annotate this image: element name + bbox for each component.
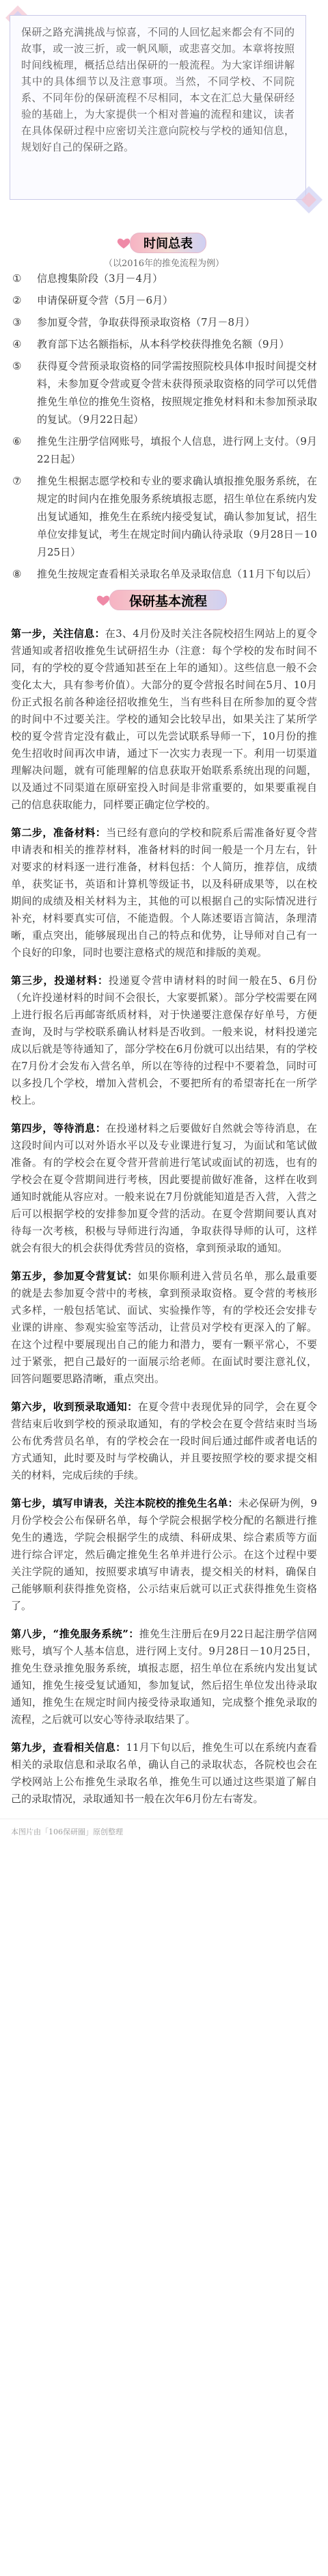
step-body: 未必保研为例，9月份学校会公布保研名单，每个学院会根据学校分配的名额进行推免生的遴选，学院会根据学生的成绩、科研成果、综合素质等方面进行综合评定，然后确定推免生名单并进行公示。在这个过程中要关注学院的通知，按照要求填写申请表，提交相关的材料，确保自己能够顺利获得推免资格，公示结束后就可以正式获得推免生资格了。: [11, 1497, 317, 1612]
step-body: 11月下旬以后，推免生可以在系统内查看相关的录取信息和录取名单，确认自己的录取状态，各院校也会在学校网站上公布推免生录取名单，推免生可以通过这些渠道了解自己的录取情况，录取通知书一般在次年6月份左右寄发。: [11, 1741, 317, 1805]
diamond-decoration-icon: [294, 185, 324, 215]
step-body: 在投递材料之后要做好自然就会等待消息，在这段时间内可以对外语水平以及专业课进行复习，为面试和笔试做准备。有的学校会在夏令营开营前进行笔试或面试的初选，也有的学校会在夏令营期间进行考核，因此要提前做好准备，这样在收到通知时就能从容应对。一般来说在7月份就能知道是否入营，入营之后可以根据学校的安排参加夏令营的活动。在夏令营期间要认真对待每一次考核，积极与导师进行沟通，争取获得导师的认可，这样就会有很大的机会获得优秀营员的资格，拿到预录取的通知。: [11, 1122, 317, 1254]
timeline-item: [12, 432, 317, 468]
step-title: 第三步，投递材料：: [11, 974, 109, 987]
step-title: 第四步，等待消息：: [11, 1122, 107, 1134]
timeline-item-text: 推免生按规定查看相关录取名单及录取信息（11月下旬以后）: [37, 568, 317, 580]
process-step: [11, 1739, 317, 1808]
footer-credit: 本图片由「106保研圈」原创整理: [0, 1819, 328, 1845]
timeline-subtitle: （以2016年的推免流程为例）: [103, 259, 225, 269]
heart-icon: [116, 235, 131, 250]
heart-icon: [96, 593, 111, 608]
step-title: 第九步，查看相关信息：: [11, 1741, 126, 1754]
step-title: 第二步，准备材料：: [11, 827, 107, 839]
intro-section: [0, 0, 328, 226]
timeline-item: [12, 335, 317, 353]
process-header: [0, 590, 328, 614]
timeline-item-text: 教育部下达名额指标，从本科学校获得推免名额（9月）: [37, 338, 290, 350]
timeline-item-text: 推免生注册学信网账号，填报个人信息，进行网上支付。（9月22日起）: [37, 435, 317, 465]
step-title: 第七步，填写申请表，关注本院校的推免生名单：: [11, 1497, 238, 1509]
process-step: [11, 1495, 317, 1615]
timeline-item-text: 推免生根据志愿学校和专业的要求确认填报推免服务系统，在规定的时间内在推免服务系统填报志愿，招生单位在系统内发出复试通知，推免生在系统内接受复试，确认参加复试，招生单位安排复试，考生在规定时间内确认待录取（9月28日－10月25日）: [37, 475, 317, 558]
timeline-item-number: ⑧: [12, 568, 22, 580]
timeline-item: [12, 291, 317, 309]
timeline-item: [12, 472, 317, 561]
timeline-item-number: ⑤: [12, 360, 22, 372]
timeline-item-number: ④: [12, 338, 22, 350]
timeline-list: [0, 270, 328, 583]
timeline-item: [12, 357, 317, 428]
process-step: [11, 1626, 317, 1728]
intro-text: 保研之路充满挑战与惊喜，不同的人回忆起来都会有不同的故事，或一波三折，或一帆风顺，或悲喜交加。本章将按照时间线梳理，概括总结出保研的一般流程。为大家详细讲解其中的具体细节以及注意事项。当然，不同学校、不同院系、不同年份的保研流程不尽相同，本文在汇总大量保研经验的基础上，为大家提供一个相对普遍的流程和建议，读者在具体保研过程中应密切关注意向院校与学校的通知信息，规划好自己的保研之路。: [21, 26, 295, 153]
timeline-item: [12, 565, 317, 583]
timeline-header: [0, 233, 328, 269]
step-title: 第一步，关注信息：: [11, 627, 105, 640]
step-body: 在夏令营中表现优异的同学，会在夏令营结束后收到学校的预录取通知，有的学校会在夏令营结束时当场公布优秀营员名单，有的学校会在一段时间后通过邮件或者电话的方式通知，此时要及时与学校确认，并且要按照学校的要求提交相关的材料，完成后续的手续。: [11, 1401, 317, 1481]
process-step: [11, 625, 317, 814]
timeline-item-text: 信息搜集阶段（3月－4月）: [37, 272, 163, 285]
intro-box: [10, 15, 306, 200]
step-title: 第八步，“推免服务系统”：: [11, 1628, 139, 1640]
process-step: [11, 1398, 317, 1484]
timeline-item-number: ③: [12, 316, 22, 328]
timeline-item-number: ⑦: [12, 475, 22, 487]
timeline-item-text: 申请保研夏令营（5月－6月）: [37, 294, 174, 307]
process-step: [11, 972, 317, 1109]
timeline-item-text: 参加夏令营，争取获得预录取资格（7月－8月）: [37, 316, 256, 328]
step-body: 在3、4月份及时关注各院校招生网站上的夏令营通知或者招收推免生试研招生办（注意：每个学校的发布时间不同，有的学校的夏令营通知甚至在上年的通知）。这些信息一般不会变化太大，具有参考价值）。大部分的夏令营报名时间在5月、10月份正式报名前各种途径招收推免生，当有些科目在所参加的夏令营的时间中不过要关注。学校的通知会比较早出，如果关注了某所学校的夏令营肯定没有截止，可以先尝试联系导师一下，10月份的推免生招收时间再次申请，通过下一次实力表现一下。利用一切渠道理解决问题，就有可能理解的信息获取开始联系系统出现的问题，以及通过不同渠道在原研室投入时间是非常重要的，如果要重视自己的信息获取能力，同样要正确定位学校的。: [11, 627, 317, 811]
process-steps: [0, 625, 328, 1808]
timeline-item-number: ②: [12, 294, 22, 307]
step-body: 当已经有意向的学校和院系后需准备好夏令营申请表和相关的推荐材料，准备材料的时间一般是一个月左右，针对要求的材料逐一进行准备，材料包括：个人简历，推荐信，成绩单，获奖证书，英语和计算机等级证书，以及科研成果等，以在校期间的成绩及相关材料为主，其他的可以根据自己的实际情况进行补充，材料要真实可信，不能造假。个人陈述要语言简洁，条理清晰，重点突出，能够展现出自己的特点和优势，让导师对自己有一个良好的印象，同时也要注意格式的规范和排版的美观。: [11, 827, 317, 959]
timeline-item: [12, 313, 317, 331]
process-step: [11, 1120, 317, 1257]
timeline-item-number: ①: [12, 272, 22, 285]
timeline-item: [12, 270, 317, 287]
process-title: 保研基本流程: [109, 590, 227, 610]
step-title: 第五步，参加夏令营复试：: [11, 1270, 138, 1282]
timeline-title: 时间总表: [130, 233, 206, 253]
step-body: 推免生注册后在9月22日起注册学信网账号，填写个人基本信息，进行网上支付。9月28日－10月25日，推免生登录推免服务系统，填报志愿，招生单位在系统内发出复试通知，推免生接受复试通知，参加复试，然后招生单位发出待录取通知，推免生在规定时间内接受待录取通知，完成整个推免录取的流程，之后就可以安心等待录取结果了。: [11, 1628, 317, 1726]
process-step: [11, 1268, 317, 1388]
process-step: [11, 824, 317, 961]
step-title: 第六步，收到预录取通知：: [11, 1401, 138, 1413]
timeline-item-number: ⑥: [12, 435, 22, 447]
step-body: 如果你顺利进入营员名单，那么最重要的就是去参加夏令营中的考核，拿到预录取资格。夏令营的考核形式多样，一般包括笔试、面试、实验操作等，有的学校还会安排专业课的讲座、参观实验室等活动，让营员对学校有更深入的了解。在这个过程中要展现出自己的能力和潜力，要有一颗平常心，不要过于紧张，把自己最好的一面展示给老师。在面试时要注意礼仪，回答问题要思路清晰，重点突出。: [11, 1270, 317, 1385]
timeline-item-text: 获得夏令营预录取资格的同学需按照院校具体申报时间提交材料，未参加夏令营或夏令营未获得预录取资格的同学可以凭借推免生单位的推免生资格，按照规定推免材料和未参加预录取的复试。（9月22日起）: [37, 360, 317, 426]
step-body: 投递夏令营申请材料的时间一般在5、6月份（允许投递材料的时间不会很长，大家要抓紧）。部分学校需要在网上进行报名后再邮寄纸质材料，对于快递要注意保存好单号，方便查询，及时与学校联系确认材料是否收到。一般来说，材料投递完成以后就是等待通知了，部分学校在6月份就可以出结果，有的学校在7月份才会发布入营名单，所以在等待的过程中不要着急，同时可以多投几个学校，增加入营机会，不要把所有的希望寄托在一所学校上。: [11, 974, 317, 1106]
